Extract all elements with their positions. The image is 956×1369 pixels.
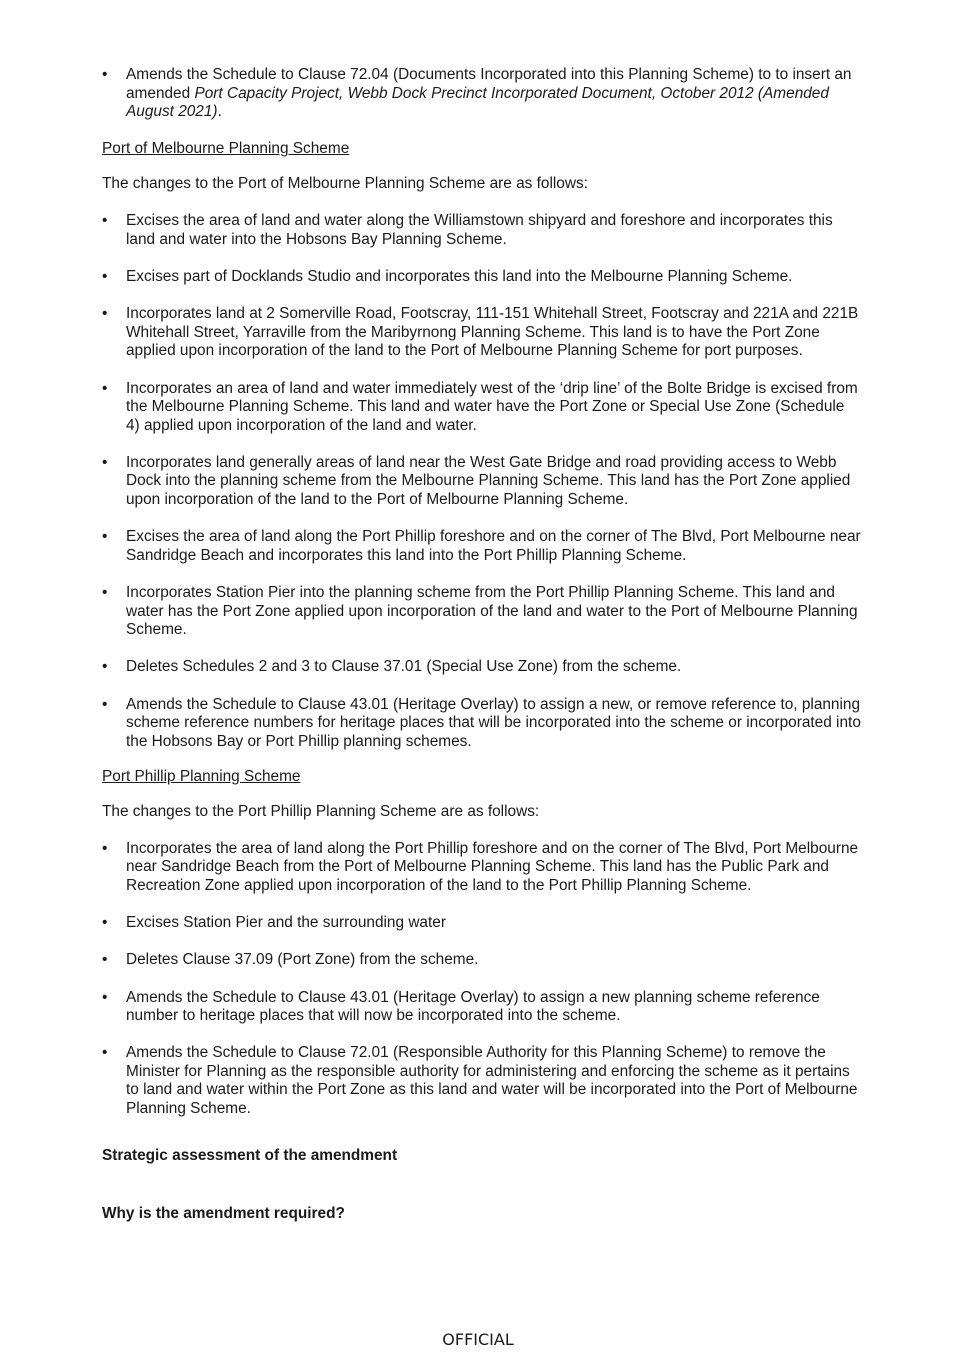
bullet-text: Excises part of Docklands Studio and incorporates this land into the Melbourne Planning Scheme. [126, 267, 793, 285]
list-item [102, 840, 862, 896]
list-item [102, 658, 862, 677]
port-phillip-bullet-list [102, 840, 862, 1119]
bullet-text: Incorporates land generally areas of land near the West Gate Bridge and road providing access to Webb Dock into the planning scheme from the Melbourne Planning Scheme. This land has the Port Zone applied upon incorporation of the land to the Port of Melbourne Planning Scheme. [126, 453, 851, 509]
list-item [102, 696, 862, 752]
bullet-text: Amends the Schedule to Clause 72.01 (Responsible Authority for this Planning Scheme) to remove the Minister for Planning as the responsible authority for administering and enforcing the scheme as it pertains to land and water within the Port Zone as this land and water will be incorporated into the Port of Melbourne Planning Scheme. [126, 1044, 858, 1118]
bullet-text: Deletes Schedules 2 and 3 to Clause 37.01 (Special Use Zone) from the scheme. [126, 658, 682, 676]
list-item [102, 951, 862, 970]
list-item [102, 66, 862, 122]
classification-footer: OFFICIAL [442, 1330, 514, 1349]
bullet-icon: • [102, 528, 108, 546]
bullet-icon: • [102, 658, 108, 676]
list-item [102, 1044, 862, 1118]
section-intro-port-phillip: The changes to the Port Phillip Planning Scheme are as follows: [102, 802, 540, 820]
bullet-text-end: . [217, 103, 222, 121]
bullet-icon: • [102, 695, 108, 713]
list-item [102, 914, 862, 933]
strategic-assessment-heading: Strategic assessment of the amendment [102, 1146, 398, 1164]
section-intro-port-melbourne: The changes to the Port of Melbourne Planning Scheme are as follows: [102, 174, 588, 192]
list-item [102, 454, 862, 510]
bullet-text: Amends the Schedule to Clause 43.01 (Heritage Overlay) to assign a new planning scheme reference number to heritage places that will now be incorporated into the scheme. [126, 988, 820, 1025]
bullet-text: Excises Station Pier and the surrounding water [126, 914, 446, 932]
bullet-icon: • [102, 305, 108, 323]
bullet-icon: • [102, 951, 108, 969]
list-item [102, 305, 862, 361]
bullet-icon: • [102, 267, 108, 285]
section-heading-port-melbourne: Port of Melbourne Planning Scheme [102, 140, 350, 158]
list-item [102, 380, 862, 436]
bullet-icon: • [102, 988, 108, 1006]
bullet-icon: • [102, 379, 108, 397]
list-item [102, 212, 862, 249]
bullet-icon: • [102, 584, 108, 602]
bullet-text: Incorporates Station Pier into the planning scheme from the Port Phillip Planning Scheme. This land and water has the Port Zone applied upon incorporation of the land and water to the Port of Melbourne Planning Scheme. [126, 584, 858, 639]
bullet-text: Incorporates an area of land and water immediately west of the ‘drip line’ of the Bolte Bridge is excised from the Melbourne Planning Scheme. This land and water have the Port Zone or Special Use Zone (Schedule 4) applied upon incorporation of the land and water. [126, 379, 858, 434]
bullet-text: Excises the area of land and water along the Williamstown shipyard and foreshore and incorporates this land and water into the Hobsons Bay Planning Scheme. [126, 212, 833, 248]
bullet-icon: • [102, 1044, 108, 1062]
why-required-heading: Why is the amendment required? [102, 1205, 345, 1223]
bullet-text: Amends the Schedule to Clause 43.01 (Heritage Overlay) to assign a new, or remove reference to, planning scheme reference numbers for heritage places that will be incorporated into the scheme or incorporated into the Hobsons Bay or Port Phillip planning schemes. [126, 695, 861, 750]
intro-bullet-list [102, 66, 862, 122]
list-item [102, 268, 862, 287]
bullet-text: Incorporates the area of land along the Port Phillip foreshore and on the corner of The Blvd, Port Melbourne near Sandridge Beach from the Port of Melbourne Planning Scheme. This land has the Public Park and Recreation Zone applied upon incorporation of the land to the Port Phillip Planning Scheme. [126, 839, 859, 894]
bullet-icon: • [102, 212, 108, 230]
list-item [102, 989, 862, 1026]
bullet-icon: • [102, 839, 108, 857]
bullet-icon: • [102, 914, 108, 932]
bullet-text: Amends the Schedule to Clause 72.04 (Documents Incorporated into this Planning Scheme) to to insert an amended [126, 66, 852, 102]
list-item [102, 584, 862, 640]
bullet-icon: • [102, 453, 108, 471]
bullet-text: Excises the area of land along the Port Phillip foreshore and on the corner of The Blvd, Port Melbourne near Sandridge Beach and incorporates this land into the Port Phillip Planning Scheme. [126, 528, 861, 564]
bullet-icon: • [102, 66, 108, 83]
incorporated-document-title: Port Capacity Project, Webb Dock Precinct Incorporated Document, October 2012 (Amended August 2021) [126, 84, 829, 121]
section-heading-port-phillip: Port Phillip Planning Scheme [102, 767, 301, 785]
port-melbourne-bullet-list [102, 212, 862, 751]
bullet-text: Incorporates land at 2 Somerville Road, Footscray, 111-151 Whitehall Street, Footscray and 221A and 221B Whitehall Street, Yarraville from the Maribyrnong Planning Scheme. This land is to have the Port Zone applied upon incorporation of the land to the Port of Melbourne Planning Scheme for port purposes. [126, 305, 859, 360]
list-item [102, 528, 862, 565]
bullet-text: Deletes Clause 37.09 (Port Zone) from the scheme. [126, 951, 479, 969]
page-content [102, 66, 862, 1224]
